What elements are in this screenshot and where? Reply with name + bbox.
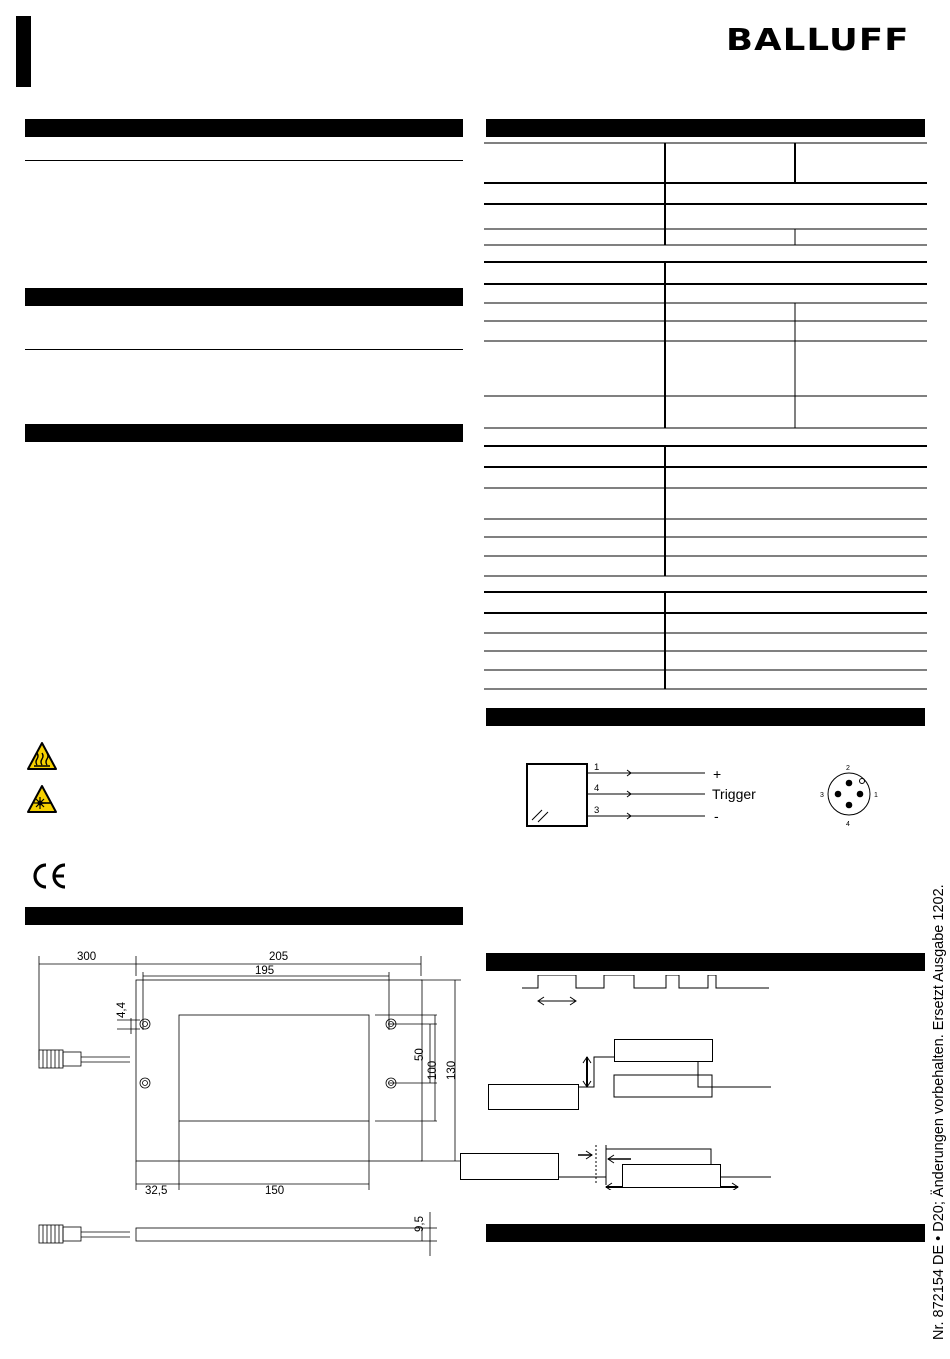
hot-surface-warning-icon — [26, 741, 58, 771]
pin-number: 4 — [594, 783, 600, 794]
section-bar — [25, 288, 463, 306]
section-bar — [25, 424, 463, 442]
wiring-diagram — [520, 750, 800, 835]
connector-pin-label: 3 — [820, 792, 824, 799]
dim-h-offset: 32,5 — [145, 1185, 168, 1197]
dim-width-outer: 205 — [269, 951, 289, 963]
timing-label-box — [460, 1153, 559, 1180]
dim-v-50: 50 — [414, 1048, 426, 1061]
balluff-logo: BALLUFF — [726, 23, 910, 58]
section-bar — [486, 1224, 925, 1242]
dim-v-130: 130 — [446, 1060, 458, 1080]
pin-label: - — [714, 808, 719, 824]
dim-hole-diameter: 4,4 — [116, 1002, 128, 1018]
section-bar — [486, 708, 925, 726]
spec-table — [484, 140, 927, 695]
dim-cable-length: 300 — [77, 951, 97, 963]
section-bar — [25, 119, 463, 137]
connector-pin-label: 1 — [874, 792, 878, 799]
pin-number: 3 — [594, 805, 600, 816]
laser-warning-icon — [26, 784, 58, 814]
timing-label-box — [622, 1164, 721, 1188]
connector-pin-label: 2 — [846, 765, 850, 772]
dim-width-inner: 195 — [255, 965, 275, 977]
divider — [25, 349, 463, 350]
ce-mark-icon — [30, 861, 70, 891]
divider — [25, 160, 463, 161]
pin-label: Trigger — [712, 786, 756, 802]
section-bar — [25, 907, 463, 925]
section-bar — [486, 119, 925, 137]
dim-thickness: 9,5 — [414, 1216, 426, 1232]
document-number-note: Nr. 872154 DE • D20; Änderungen vorbehalten. Ersetzt Ausgabe 1202. — [931, 884, 947, 1340]
connector-pin-label: 4 — [846, 821, 850, 828]
timing-label-box — [488, 1084, 579, 1110]
pin-label: + — [713, 766, 722, 782]
dim-h-150: 150 — [265, 1185, 285, 1197]
dim-v-100: 100 — [427, 1060, 439, 1080]
pin-number: 1 — [594, 762, 600, 773]
header-bar-mark — [16, 16, 31, 87]
connector-pinout-icon — [816, 758, 882, 830]
dimension-drawing — [25, 940, 465, 1280]
timing-label-box — [614, 1039, 713, 1062]
section-bar — [486, 953, 925, 971]
